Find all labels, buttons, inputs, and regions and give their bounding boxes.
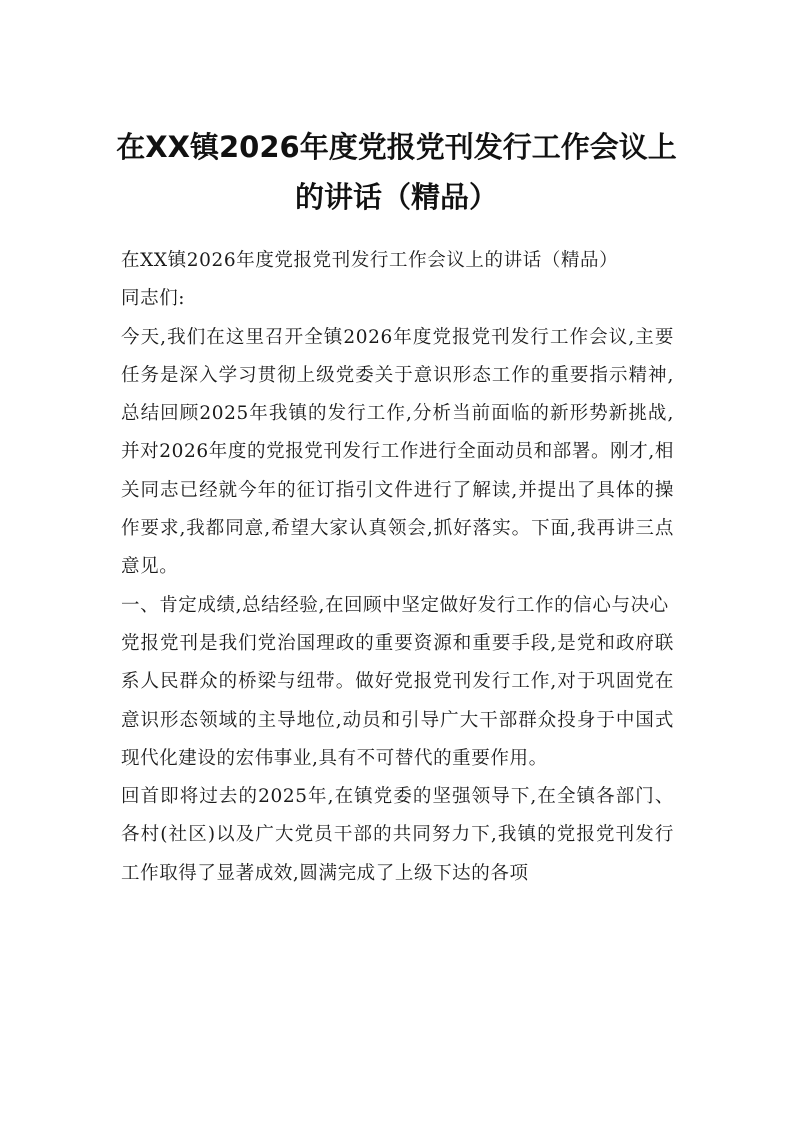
document-body <box>121 242 674 893</box>
paragraph-intro: 今天,我们在这里召开全镇2026年度党报党刊发行工作会议,主要任务是深入学习贯彻上级党委关于意识形态工作的重要指示精神,总结回顾2025年我镇的发行工作,分析当前面临的新形势新挑战,并对2026年度的党报党刊发行工作进行全面动员和部署。刚才,相关同志已经就今年的征订指引文件进行了解读,并提出了具体的操作要求,我都同意,希望大家认真领会,抓好落实。下面,我再讲三点意见。 <box>121 326 674 578</box>
paragraph-salutation: 同志们: <box>121 288 186 310</box>
title-line-1: 在XX镇2026年度党报党刊发行工作会议上 <box>116 130 677 164</box>
title-line-2: 的讲话（精品） <box>294 180 498 214</box>
paragraph-subtitle: 在XX镇2026年度党报党刊发行工作会议上的讲话（精品） <box>121 250 619 271</box>
paragraph-significance: 党报党刊是我们党治国理政的重要资源和重要手段,是党和政府联系人民群众的桥梁与纽带。做好党报党刊发行工作,对于巩固党在意识形态领域的主导地位,动员和引导广大干部群众投身于中国式现代化建设的宏伟事业,具有不可替代的重要作用。 <box>121 632 674 769</box>
document-title <box>100 122 693 222</box>
section-heading-1: 一、肯定成绩,总结经验,在回顾中坚定做好发行工作的信心与决心 <box>121 594 669 616</box>
paragraph-review: 回首即将过去的2025年,在镇党委的坚强领导下,在全镇各部门、各村(社区)以及广大党员干部的共同努力下,我镇的党报党刊发行工作取得了显著成效,圆满完成了上级下达的各项 <box>121 786 674 884</box>
